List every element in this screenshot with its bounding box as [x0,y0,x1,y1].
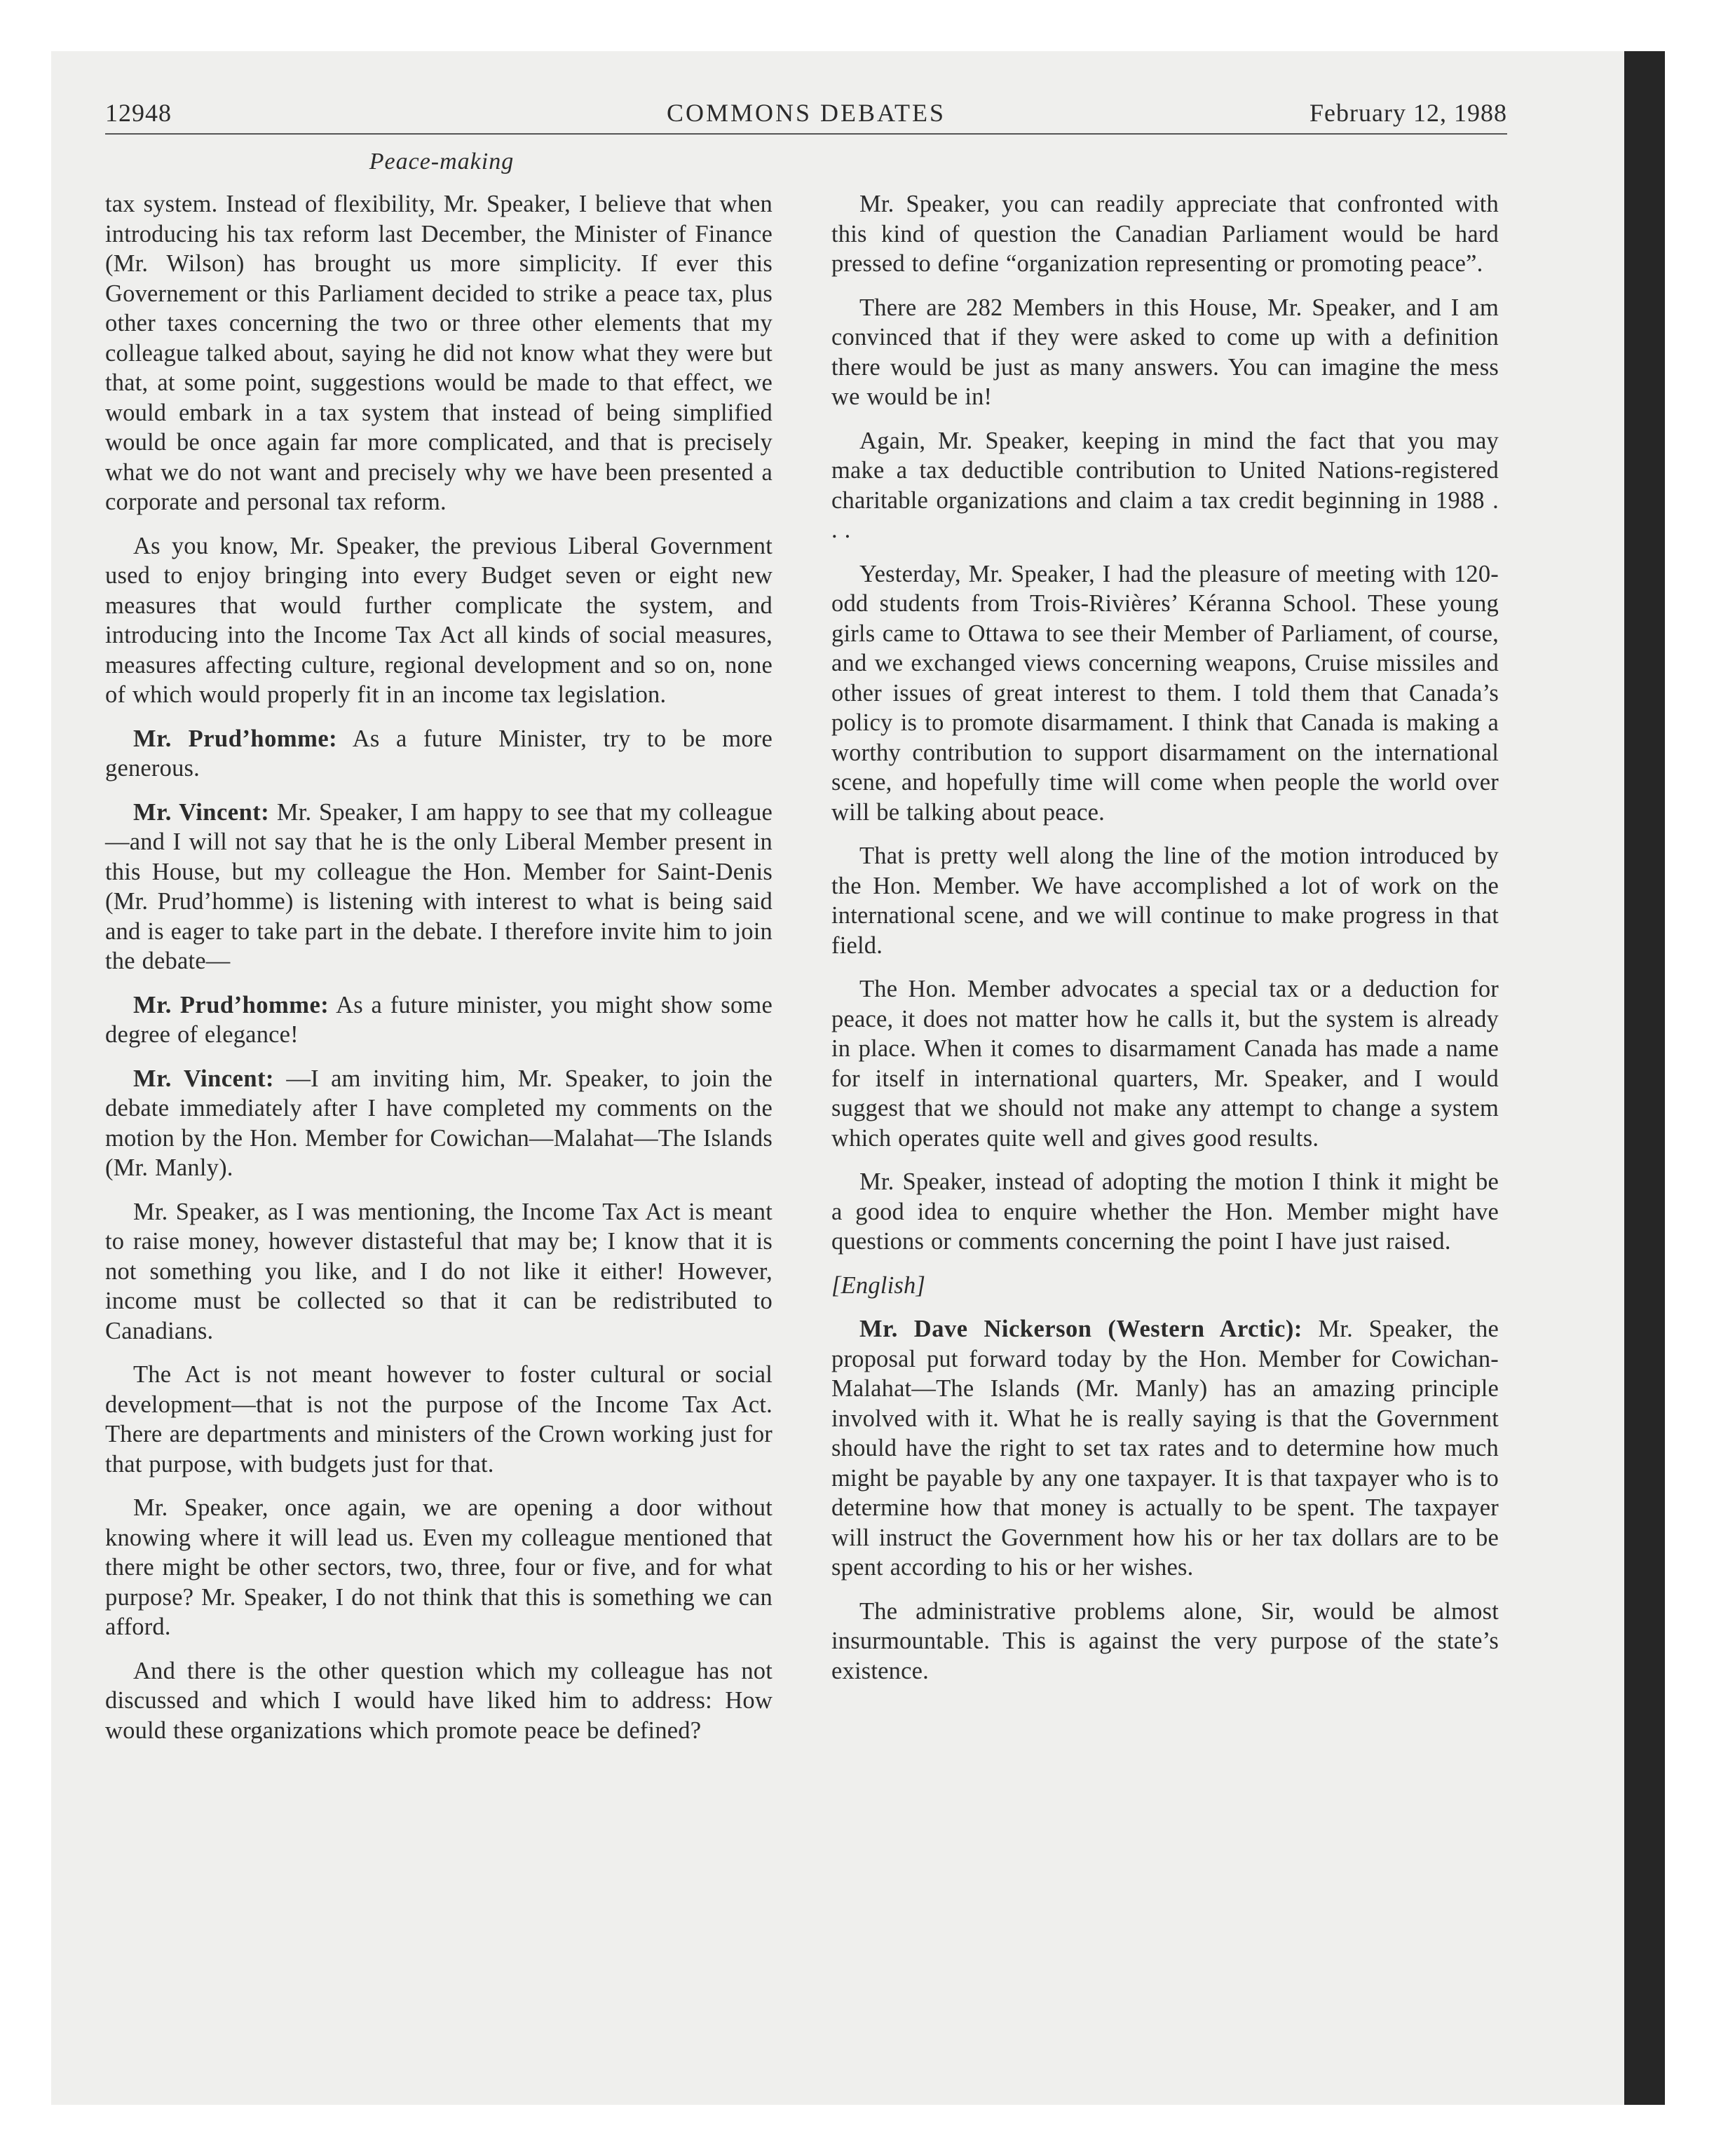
speech-text: As a future Minister, try to be more generous. [105,725,773,782]
page-header [105,98,1507,133]
speech-text: As a future minister, you might show some degree of elegance! [105,991,773,1048]
paragraph: The Act is not meant however to foster cultural or social development—that is not the purpose of the Income Tax Act. There are departments and ministers of the Crown working just for that purpose, with budgets just for that. [105,1361,773,1478]
publication-date: February 12, 1988 [1309,99,1507,127]
paragraph: As you know, Mr. Speaker, the previous Liberal Government used to enjoy bringing into every Budget seven or eight new measures that would further complicate the system, and introducing into the Income Tax Act all kinds of social measures, measures affecting culture, regional development and so on, none of which would properly fit in an income tax legislation. [105,532,773,708]
left-column [105,189,773,1759]
speaker-name: Mr. Dave Nickerson (Western Arctic): [859,1316,1302,1342]
speech-paragraph [105,1064,773,1183]
paragraph: Mr. Speaker, instead of adopting the motion I think it might be a good idea to enquire whether the Hon. Member might have questions or comments concerning the point I have just raised. [831,1168,1499,1255]
paragraph: There are 282 Members in this House, Mr. Speaker, and I am convinced that if they were asked to come up with a definition there would be just as many answers. You can imagine the mess we would be in! [831,294,1499,410]
header-rule [105,133,1507,135]
paragraph: Mr. Speaker, you can readily appreciate that confronted with this kind of question the Canadian Parliament would be hard pressed to define “organization representing or promoting peace”. [831,191,1499,277]
speaker-name: Mr. Prud’homme: [133,725,338,752]
right-column [831,189,1499,1700]
paragraph: Mr. Speaker, as I was mentioning, the Income Tax Act is meant to raise money, however distasteful that may be; I know that it is not something you like, and I do not like it either! However, income must be collected so that it can be redistributed to Canadians. [105,1198,773,1344]
speech-text: Mr. Speaker, the proposal put forward today by the Hon. Member for Cowichan-Malahat—The Islands (Mr. Manly) has an amazing principle involved with it. What he is really saying is that the Government should have the right to set tax rates and to determine how much might be payable by any one taxpayer. It is that taxpayer who is to determine how that money is actually to be spent. The taxpayer will instruct the Government how his or her tax dollars are to be spent according to his or her wishes. [831,1316,1499,1581]
paragraph: That is pretty well along the line of the motion introduced by the Hon. Member. We have accomplished a lot of work on the international scene, and we will continue to make progress in that field. [831,842,1499,959]
scan-edge-shadow [1624,51,1665,2105]
language-marker: [English] [831,1271,926,1299]
publication-title: COMMONS DEBATES [666,99,946,127]
paragraph: Mr. Speaker, once again, we are opening a door without knowing where it will lead us. Even my colleague mentioned that there might be other sectors, two, three, four or five, and for what purpose? Mr. Speaker, I do not think that this is something we can afford. [105,1494,773,1640]
page-number: 12948 [105,99,172,127]
paragraph: Again, Mr. Speaker, keeping in mind the fact that you may make a tax deductible contribution to United Nations-registered charitable organizations and claim a tax credit beginning in 1988 . . . [831,427,1499,543]
speaker-name: Mr. Vincent: [133,798,270,826]
paragraph: tax system. Instead of flexibility, Mr. Speaker, I believe that when introducing his tax reform last December, the Minister of Finance (Mr. Wilson) has brought us more simplicity. If ever this Governement or this Parliament decided to strike a peace tax, plus other taxes concerning the two or three other elements that my colleague talked about, saying he did not know what they were but that, at some point, suggestions would be made to that effect, we would embark in a tax system that instead of being simplified would be once again far more complicated, and that is precisely what we do not want and precisely why we have been presented a corporate and personal tax reform. [105,191,773,515]
paragraph: And there is the other question which my colleague has not discussed and which I would have liked him to address: How would these organizations which promote peace be defined? [105,1657,773,1744]
speech-text: —I am inviting him, Mr. Speaker, to join the debate immediately after I have completed my comments on the motion by the Hon. Member for Cowichan—Malahat—The Islands (Mr. Manly). [105,1065,773,1181]
speech-paragraph [105,990,773,1050]
speaker-name: Mr. Vincent: [133,1065,275,1092]
paragraph: Yesterday, Mr. Speaker, I had the pleasure of meeting with 120-odd students from Trois-Rivières’ Kéranna School. These young girls came to Ottawa to see their Member of Parliament, of course, and we exchanged views concerning weapons, Cruise missiles and other issues of great interest to them. I told them that Canada’s policy is to promote disarmament. I think that Canada is making a worthy contribution to support disarmament on the international scene, and hopefully time will come when people the world over will be talking about peace. [831,560,1499,826]
subject-heading: Peace-making [369,149,515,175]
speech-paragraph [831,1314,1499,1583]
speaker-name: Mr. Prud’homme: [133,991,329,1018]
paragraph: The Hon. Member advocates a special tax or a deduction for peace, it does not matter how he calls it, but the system is already in place. When it comes to disarmament Canada has made a name for itself in international quarters, Mr. Speaker, and I would suggest that we should not make any attempt to change a system which operates quite well and gives good results. [831,976,1499,1152]
paragraph: The administrative problems alone, Sir, would be almost insurmountable. This is against the very purpose of the state’s existence. [831,1597,1499,1684]
speech-paragraph [105,798,773,976]
speech-text: Mr. Speaker, I am happy to see that my colleague—and I will not say that he is the only Liberal Member present in this House, but my colleague the Hon. Member for Saint-Denis (Mr. Prud’homme) is listening with interest to what is being said and is eager to take part in the debate. I therefore invite him to join the debate— [105,798,773,974]
speech-paragraph [105,724,773,784]
